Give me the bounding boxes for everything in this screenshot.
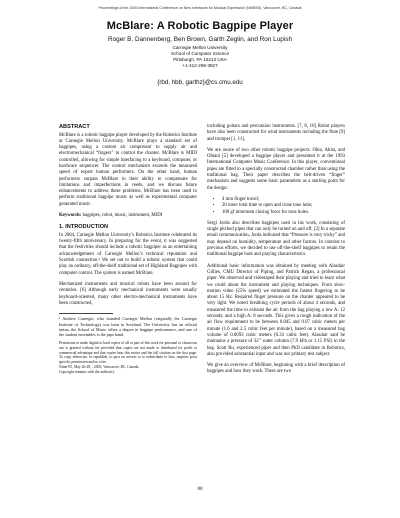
right-paragraph-5: We give an overview of McBlare, beginning with a brief description of bagpipes and how they work. There are two (207, 363, 345, 375)
intro-paragraph-1: In 2004, Carnegie Mellon University’s Robotics Institute celebrated its twenty-fifth anniversary. In preparing for the event, it was suggested that the festivities should include a robotic bagpiper as an entertaining acknowledgement of Carnegie Mellon’s technical reputation and Scottish connection.¹ We set out to build a robotic system that could play an ordinary, off-the-shelf traditional set of Highland Bagpipes with computer control. The system is named McBlare. (59, 232, 197, 276)
left-column (59, 124, 197, 375)
paper-authors: Roger B. Dannenberg, Ben Brown, Garth Zeglin, and Ron Lupish (107, 36, 293, 43)
right-paragraph-4: Additional basic information was obtained by meeting with Alasdair Gillies, CMU Director of Piping, and Patrick Regan, a professional piper. We observed and videotaped their playing and tried to learn what we could about the instrument and playing techniques. From slow-motion video (25% speed) we estimated the fastest fingering to be about 15 Hz. Required finger pressure on the chanter appeared to be very light. We noted breathing cycle periods of about 4 seconds, and measured the time to exhaust the air from the bag playing a low A: 12 seconds; and a high A: 8 seconds. This gives a rough indication of the air flow requirement to be between 0.045 and 0.07 cubic meters per minute (1.6 and 2.5 cubic feet per minute), based on a measured bag volume of 0.0093 cubic meters (0.33 cubic feet). Alasdair said he maintains a pressure of 32” water column (7.9 kPa or 1.15 PSI) in the bag. Scott Bu, experienced piper and then PhD candidate in Robotics, also provided substantial input and was our primary test subject. (207, 263, 345, 357)
right-paragraph-3: Sergi Jorda also describes bagpipes used in his work, consisting of single pitched pipes that can only be turned on and off. [2] In a separate email communication, Jorda indicated that “Pressure is very tricky” and may depend on humidity, temperature and other factors. In contrast to previous efforts, we decided to use off-the-shelf bagpipes to retain the traditional bagpipe look and playing characteristics. (207, 220, 345, 258)
right-column (207, 124, 345, 381)
author-affiliation (0, 45, 400, 69)
right-paragraph-2: We are aware of two other robotic bagpipe projects. Ohta, Akita, and Ohtani [5] developed a bagpipe player and presented it at the 1993 International Computer Music Conference. In this player, conventional pipes are fitted to a specially constructed chamber rather than using the traditional bag. Their paper describes the belt-driven “finger” mechanism and suggests some basic parameters as a starting point for the design: (207, 147, 345, 191)
list-item: • 20 msec total time to open and close tone hole; (222, 203, 345, 209)
affiliation-line: School of Computer Science (170, 51, 230, 57)
keywords-text: bagpipes, robot, music, instrument, MIDI (82, 213, 163, 219)
intro-heading: 1. INTRODUCTION (59, 224, 109, 231)
right-paragraph-1: including guitars and percussion instruments. [7, 8, 10] Robot players have also been constructed for wind instruments including the flute [9] and trumpet [1, 11]. (207, 124, 345, 142)
paper-title: McBlare: A Robotic Bagpipe Player (106, 20, 294, 32)
list-item: • 4 mm finger travel; (222, 197, 345, 203)
footnote-divider (59, 313, 113, 314)
list-item: • 100 gf minimum closing force for tone holes. (222, 210, 345, 216)
affiliation-line: Carnegie Mellon University (172, 45, 228, 50)
permission-text: Permission to make digital or hard copies of all or part of this work for personal or classroom use is granted without fee provided that copies are not made or distributed for profit or commercial advantage and that copies bear this notice and the full citation on the first page. To copy otherwise, or republish, to post on servers or to redistribute to lists, requires prior specific permission and/or a fee. (59, 340, 197, 365)
abstract-heading: ABSTRACT (59, 124, 90, 130)
keywords (59, 213, 197, 219)
proceedings-header: Proceedings of the 2005 International Conference on New Interfaces for Musical Expression (NIME05), Vancouver, BC, Canada (98, 6, 302, 10)
page-number: 80 (197, 487, 203, 492)
author-emails: {rbd, hbb, garthz}@cs.cmu.edu (157, 79, 243, 86)
conference-line: Nime’05, May 26-28, , 2005, Vancouver, BC, Canada. (59, 365, 140, 370)
permission-block (59, 341, 197, 375)
design-parameters-list (207, 197, 345, 216)
copyright-line: Copyright remains with the author(s). (59, 370, 115, 375)
affiliation-line: +1-412-268-3827 (182, 63, 218, 69)
affiliation-line: Pittsburgh, PA 15213 USA (173, 57, 227, 63)
footnote: ¹ Andrew Carnegie, who founded Carnegie Mellon (originally the Carnegie Institute of Technology) was born in Scotland. The University has an official tartan, the School of Music offers a degree in bagpipe performance, and one of the student ensembles is the pipe band. (59, 316, 197, 338)
keywords-label: Keywords: (59, 213, 82, 219)
abstract-text: McBlare is a robotic bagpipe player developed by the Robotics Institute at Carnegie Mellon University. McBlare plays a standard set of bagpipes, using a custom air compressor to supply air and electromechanical “fingers” to control the chanter. McBlare is MIDI controlled, allowing for simple interfacing to a keyboard, computer, or hardware sequencer. The control mechanism exceeds the measured speed of expert human performers. On the other hand, human performers surpass McBlare in their ability to compensate for limitations and imperfections in reeds, and we discuss future enhancements to address these problems. McBlare has been used to perform traditional bagpipe music as well as experimental computer generated music. (59, 132, 198, 207)
intro-paragraph-2: Mechanized instruments and musical robots have been around for centuries. [6] Although early mechanical instruments were usually keyboard-oriented, many other electro-mechanical instruments have been constructed, (59, 281, 197, 306)
